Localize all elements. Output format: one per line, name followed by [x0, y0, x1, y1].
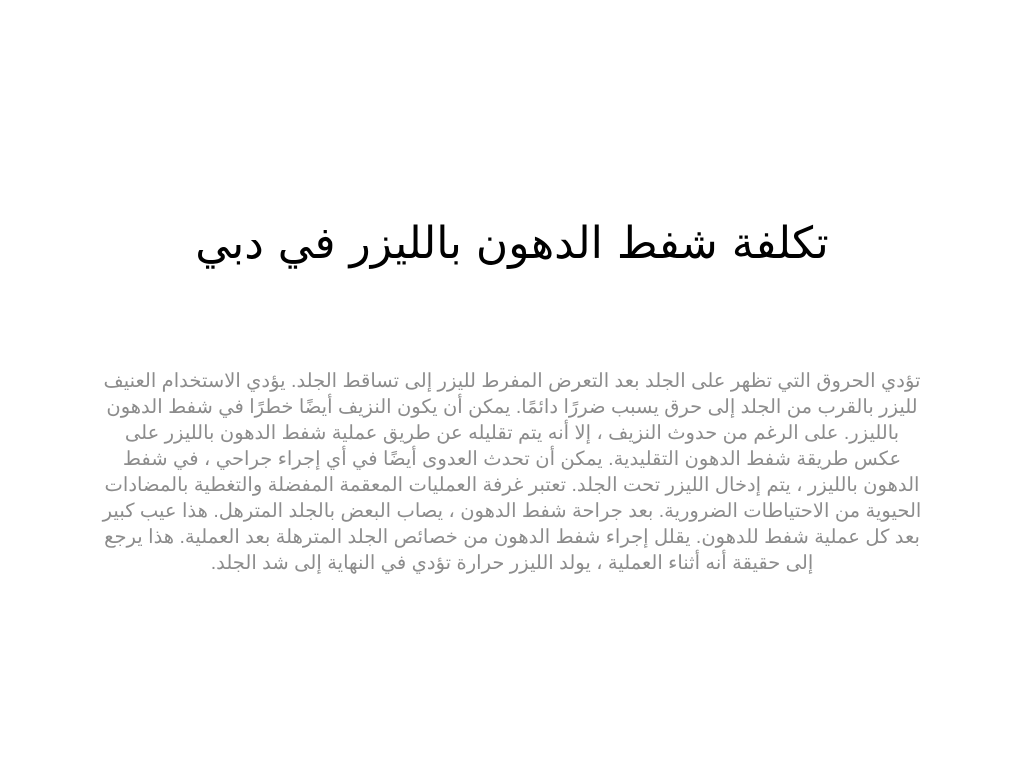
slide-title: تكلفة شفط الدهون بالليزر في دبي	[195, 218, 829, 269]
slide-body-text: تؤدي الحروق التي تظهر على الجلد بعد التعرض المفرط لليزر إلى تساقط الجلد. يؤدي الاستخدام العنيف لليزر بالقرب من الجلد إلى حرق يسبب ضررًا دائمًا. يمكن أن يكون النزيف أيضًا خطرًا في شفط الدهون بالليزر. على الرغم من حدوث النزيف ، إلا أنه يتم تقليله عن طريق عملية شفط الدهون بالليزر على عكس طريقة شفط الدهون التقليدية. يمكن أن تحدث العدوى أيضًا في أي إجراء جراحي ، في شفط الدهون بالليزر ، يتم إدخال الليزر تحت الجلد. تعتبر غرفة العمليات المعقمة المفضلة والتغطية بالمضادات الحيوية من الاحتياطات الضرورية. بعد جراحة شفط الدهون ، يصاب البعض بالجلد المترهل. هذا عيب كبير بعد كل عملية شفط للدهون. يقلل إجراء شفط الدهون من خصائص الجلد المترهلة بعد العملية. هذا يرجع إلى حقيقة أنه أثناء العملية ، يولد الليزر حرارة تؤدي في النهاية إلى شد الجلد.	[102, 370, 922, 574]
